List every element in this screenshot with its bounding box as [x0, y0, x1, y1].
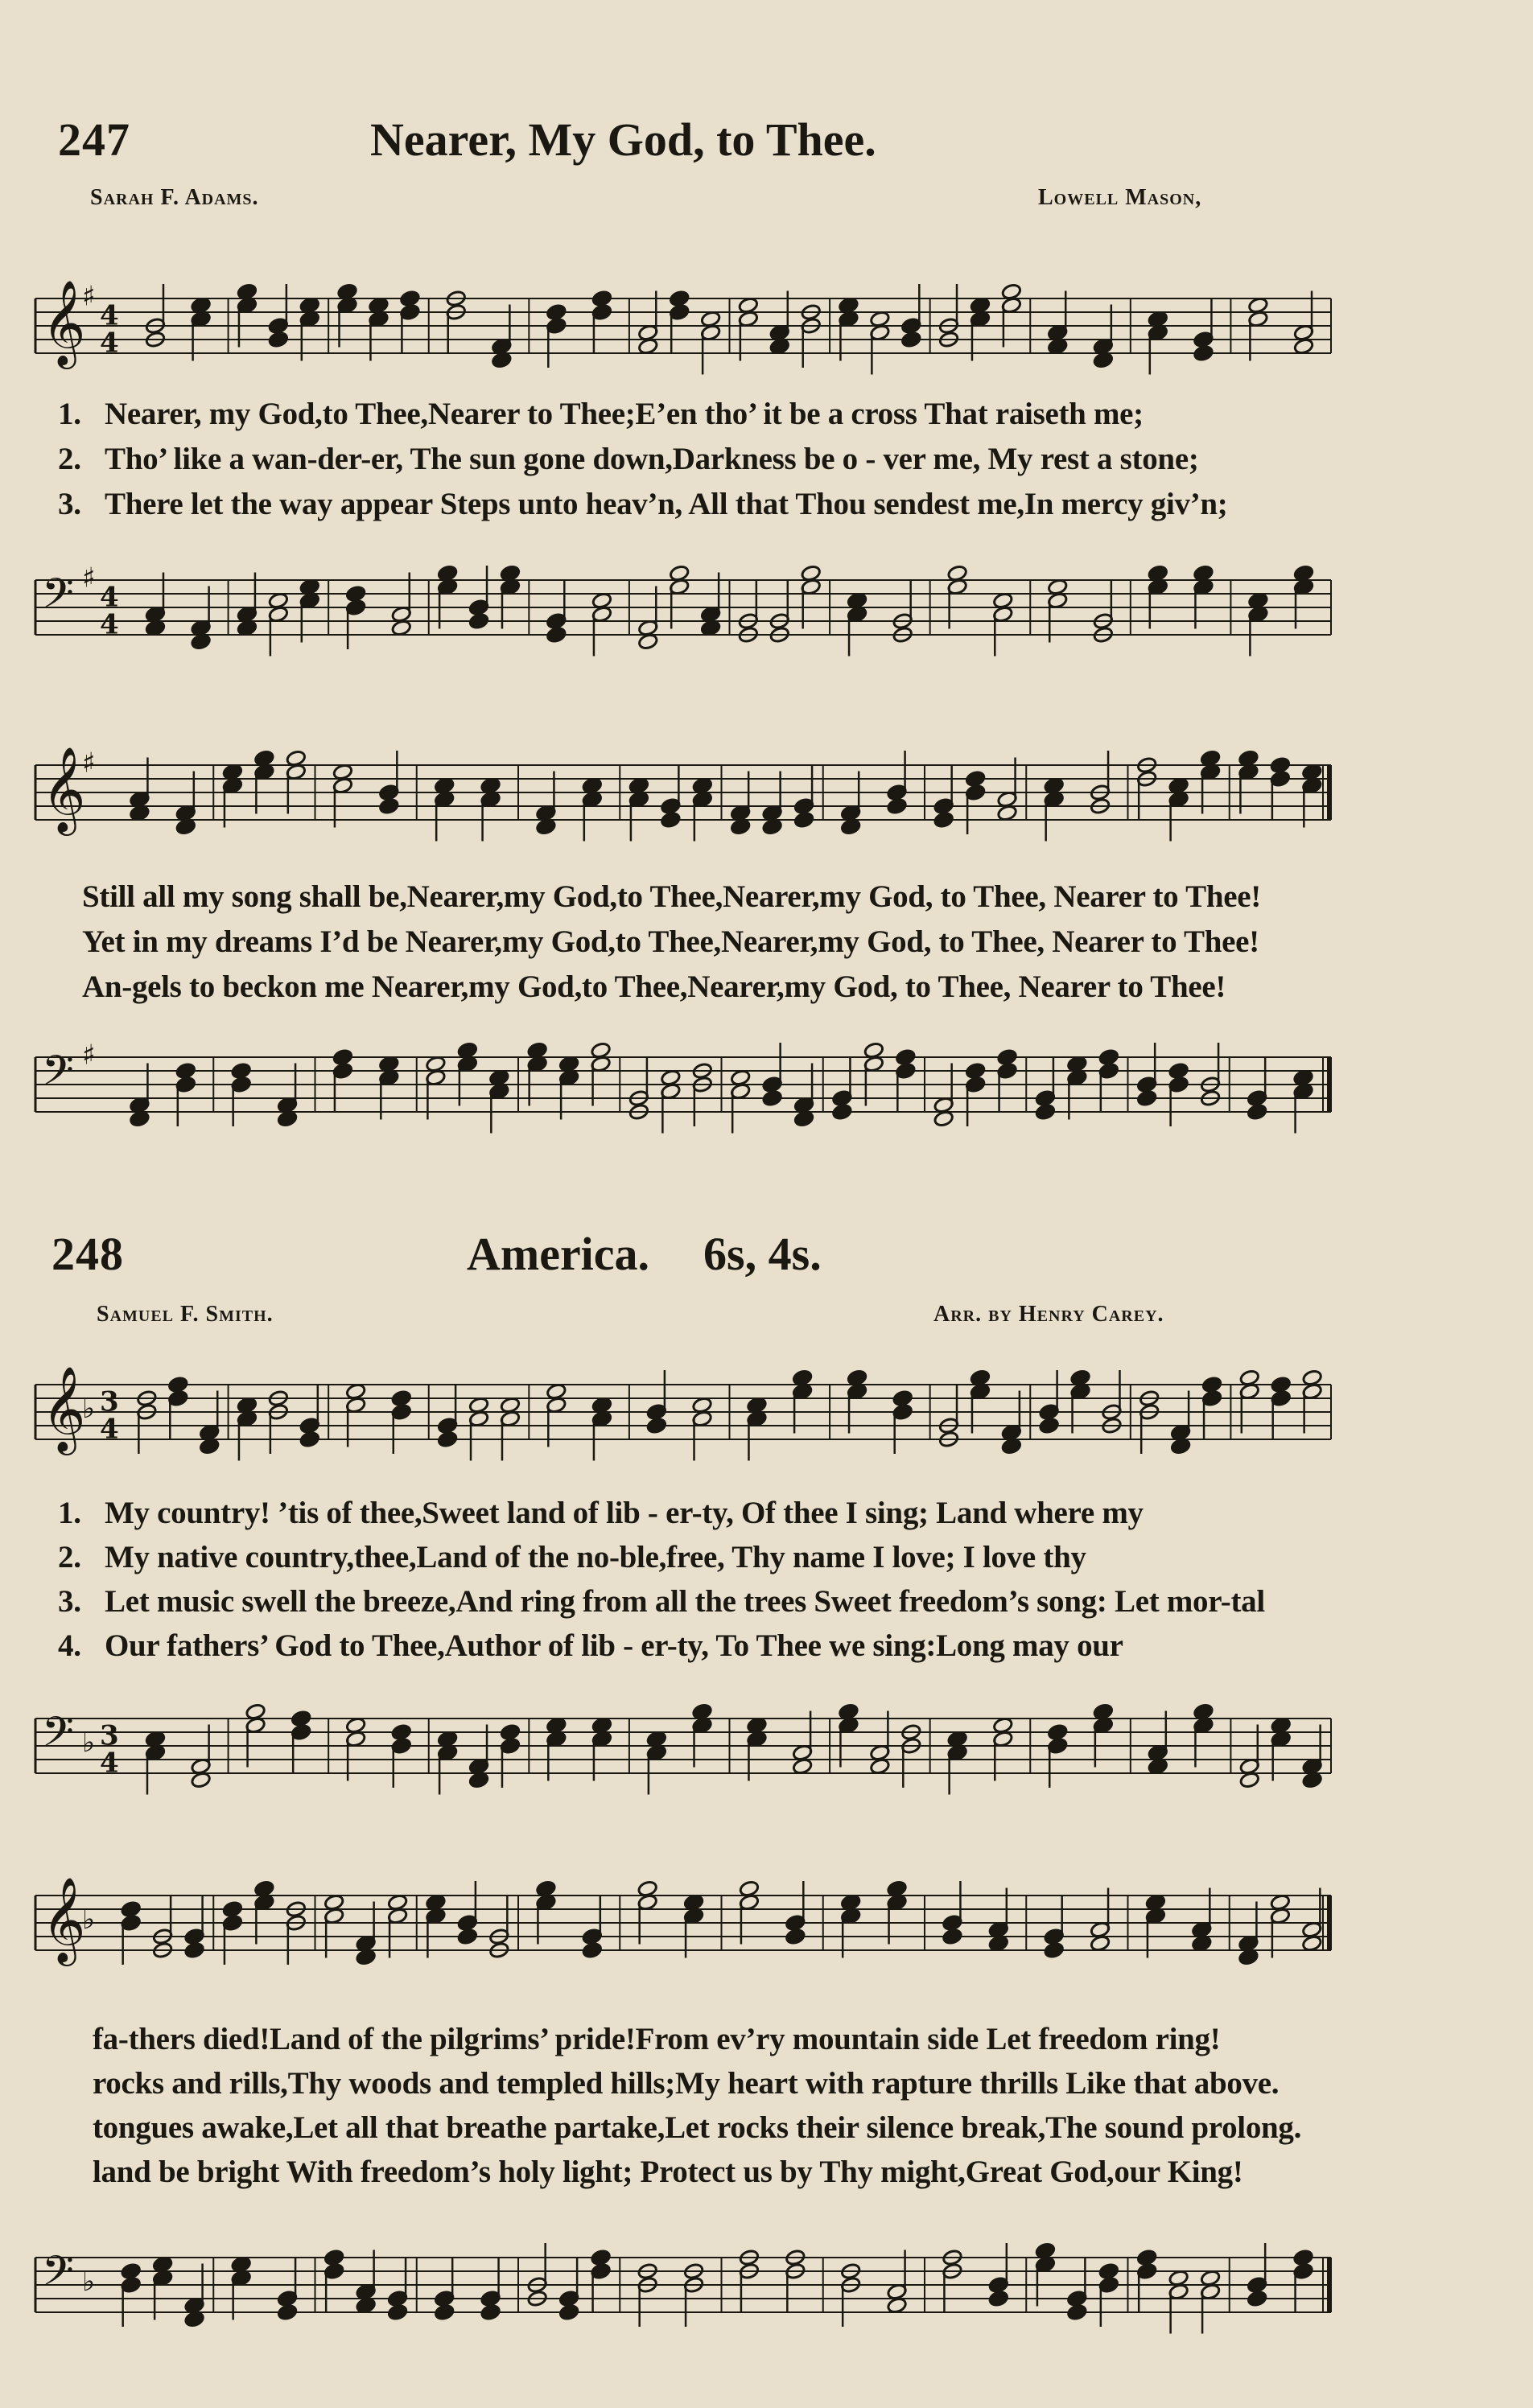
note-head — [900, 331, 921, 348]
note-head — [1136, 1089, 1157, 1107]
lyric-text: My country! ’tis of thee,Sweet land of lib - er-ty, Of thee I sing; Land where my — [105, 1496, 1144, 1530]
note-head — [965, 770, 986, 788]
note-head — [323, 2249, 344, 2266]
note-head — [332, 1048, 353, 1066]
treble-staff — [32, 728, 1336, 857]
flat-icon: ♭ — [82, 1903, 96, 1936]
lyric-line: Still all my song shall be,Nearer,my God,to Thee,Nearer,my God, to Thee, Nearer to Thee! — [82, 879, 1261, 914]
note-head — [646, 1417, 667, 1435]
note-head — [391, 1389, 412, 1407]
note-head — [546, 626, 567, 644]
note-head — [762, 1089, 783, 1107]
note-head — [1039, 1417, 1060, 1435]
note-head — [434, 2303, 455, 2321]
note-head — [121, 1900, 142, 1918]
stanza-number: 4. — [58, 1628, 81, 1663]
lyric-line — [58, 441, 1199, 477]
sharp-icon: ♯ — [82, 280, 96, 313]
time-signature-numerator: 4 — [100, 581, 119, 614]
note-head — [345, 585, 366, 603]
hymn-title — [467, 1227, 822, 1281]
note-head — [378, 797, 399, 815]
note-head — [546, 303, 567, 321]
bass-staff — [32, 535, 1336, 680]
time-signature-denominator: 4 — [100, 1413, 119, 1446]
note-head — [480, 2303, 501, 2321]
lyric-line — [58, 1539, 1086, 1575]
bass-clef-icon: 𝄢 — [42, 569, 74, 628]
note-head — [591, 290, 612, 307]
note-head — [558, 2303, 579, 2321]
lyric-line: fa-thers died!Land of the pilgrims’ pride!From ev’ry mountain side Let freedom ring! — [93, 2022, 1221, 2056]
note-head — [965, 1062, 986, 1080]
lyric-line — [58, 1495, 1144, 1531]
lyric-line: Yet in my dreams I’d be Nearer,my God,to Thee,Nearer,my God, to Thee, Nearer to Thee! — [82, 924, 1259, 959]
note-head — [785, 1928, 806, 1945]
lyric-line: rocks and rills,Thy woods and templed hills;My heart with rapture thrills Like that above. — [93, 2066, 1280, 2101]
lyric-text: Tho’ like a wan-der-er, The sun gone down,Darkness be o - ver me, My rest a stone; — [105, 442, 1199, 476]
treble-clef-icon: 𝄞 — [42, 1876, 86, 1963]
stanza-number: 3. — [58, 1584, 81, 1619]
note-head — [277, 2303, 298, 2321]
hymn-title-text: America. — [467, 1228, 650, 1280]
note-head — [184, 1941, 205, 1959]
note-head — [1247, 2290, 1267, 2307]
note-head — [457, 1928, 478, 1945]
note-head — [437, 1430, 458, 1448]
treble-clef-icon: 𝄞 — [42, 279, 86, 366]
time-signature-numerator: 3 — [100, 1719, 119, 1752]
note-head — [222, 1900, 243, 1918]
lyric-line — [58, 1628, 1123, 1664]
stanza-number: 3. — [58, 487, 81, 521]
bass-staff — [32, 1018, 1336, 1150]
bass-clef-icon: 𝄢 — [42, 2246, 74, 2306]
note-head — [167, 1376, 188, 1393]
composer-credit: Lowell Mason, — [1038, 185, 1202, 210]
note-head — [291, 1710, 311, 1727]
lyric-line: An-gels to beckon me Nearer,my God,to Thee,Nearer,my God, to Thee, Nearer to Thee! — [82, 969, 1226, 1004]
hymn-number: 247 — [58, 113, 130, 166]
lyric-text: Our fathers’ God to Thee,Author of lib - er-ty, To Thee we sing:Long may our — [105, 1628, 1123, 1663]
note-head — [1270, 756, 1291, 774]
flat-icon: ♭ — [82, 2265, 96, 2298]
bass-staff — [32, 2196, 1336, 2373]
note-head — [660, 811, 681, 829]
stanza-number: 2. — [58, 1540, 81, 1574]
note-head — [892, 1389, 913, 1407]
lyric-line — [58, 1583, 1265, 1620]
note-head — [942, 1928, 963, 1945]
note-head — [500, 1723, 521, 1741]
note-head — [591, 2249, 612, 2266]
note-head — [1193, 344, 1214, 362]
note-head — [1066, 2303, 1087, 2321]
note-head — [933, 811, 954, 829]
composer-credit: Arr. by Henry Carey. — [933, 1302, 1164, 1327]
note-head — [1035, 1103, 1056, 1121]
note-head — [1271, 1376, 1292, 1393]
lyric-line — [58, 486, 1227, 522]
treble-staff — [32, 265, 1336, 386]
lyric-text: Let music swell the breeze,And ring from all the trees Sweet freedom’s song: Let mor-tal — [105, 1584, 1265, 1619]
note-head — [582, 1941, 603, 1959]
note-head — [1168, 1062, 1189, 1080]
note-head — [399, 290, 420, 307]
note-head — [832, 1103, 853, 1121]
sharp-icon: ♯ — [82, 562, 96, 595]
note-head — [997, 1048, 1018, 1066]
note-head — [1201, 1376, 1222, 1393]
note-head — [1293, 2249, 1314, 2266]
lyric-line — [58, 396, 1144, 432]
hymn-title: Nearer, My God, to Thee. — [370, 113, 876, 166]
note-head — [1044, 1941, 1065, 1959]
sharp-icon: ♯ — [82, 1039, 96, 1072]
bass-clef-icon: 𝄢 — [42, 1707, 74, 1767]
author-credit: Sarah F. Adams. — [90, 185, 259, 210]
hymn-meter: 6s, 4s. — [703, 1228, 822, 1280]
note-head — [468, 612, 489, 630]
sharp-icon: ♯ — [82, 747, 96, 780]
note-head — [175, 1062, 196, 1080]
lyric-text: Nearer, my God,to Thee,Nearer to Thee;E’en tho’ it be a cross That raiseth me; — [105, 397, 1144, 431]
note-head — [1247, 1103, 1267, 1121]
note-head — [1047, 1723, 1068, 1741]
bass-staff — [32, 1673, 1336, 1818]
bass-clef-icon: 𝄢 — [42, 1046, 74, 1105]
time-signature-denominator: 4 — [100, 1747, 119, 1780]
note-head — [387, 2303, 408, 2321]
note-head — [391, 1723, 412, 1741]
stanza-number: 2. — [58, 442, 81, 476]
author-credit: Samuel F. Smith. — [97, 1302, 274, 1327]
note-head — [793, 811, 814, 829]
note-head — [1136, 2249, 1157, 2266]
note-head — [121, 2262, 142, 2280]
lyric-text: My native country,thee,Land of the no-ble,free, Thy name I love; I love thy — [105, 1540, 1086, 1574]
time-signature-numerator: 3 — [100, 1385, 119, 1418]
treble-staff — [32, 1854, 1336, 1991]
note-head — [231, 1062, 252, 1080]
lyric-line: land be bright With freedom’s holy light; Protect us by Thy might,Great God,our King! — [93, 2155, 1243, 2189]
stanza-number: 1. — [58, 1496, 81, 1530]
note-head — [887, 797, 908, 815]
note-head — [1098, 2262, 1119, 2280]
treble-clef-icon: 𝄞 — [42, 1365, 86, 1452]
note-head — [669, 290, 690, 307]
stanza-number: 1. — [58, 397, 81, 431]
time-signature-denominator: 4 — [100, 327, 119, 360]
lyric-line: tongues awake,Let all that breathe partake,Let rocks their silence break,The sound prolong. — [93, 2110, 1302, 2145]
note-head — [1098, 1048, 1119, 1066]
time-signature-denominator: 4 — [100, 608, 119, 641]
treble-clef-icon: 𝄞 — [42, 746, 86, 833]
treble-staff — [32, 1352, 1336, 1472]
lyric-text: There let the way appear Steps unto heav’n, All that Thou sendest me,In mercy giv’n; — [105, 487, 1228, 521]
note-head — [988, 2290, 1009, 2307]
time-signature-numerator: 4 — [100, 299, 119, 332]
hymn-number: 248 — [52, 1228, 124, 1280]
note-head — [895, 1048, 916, 1066]
flat-icon: ♭ — [82, 1392, 96, 1425]
note-head — [268, 331, 289, 348]
note-head — [299, 1430, 320, 1448]
flat-icon: ♭ — [82, 1726, 96, 1759]
